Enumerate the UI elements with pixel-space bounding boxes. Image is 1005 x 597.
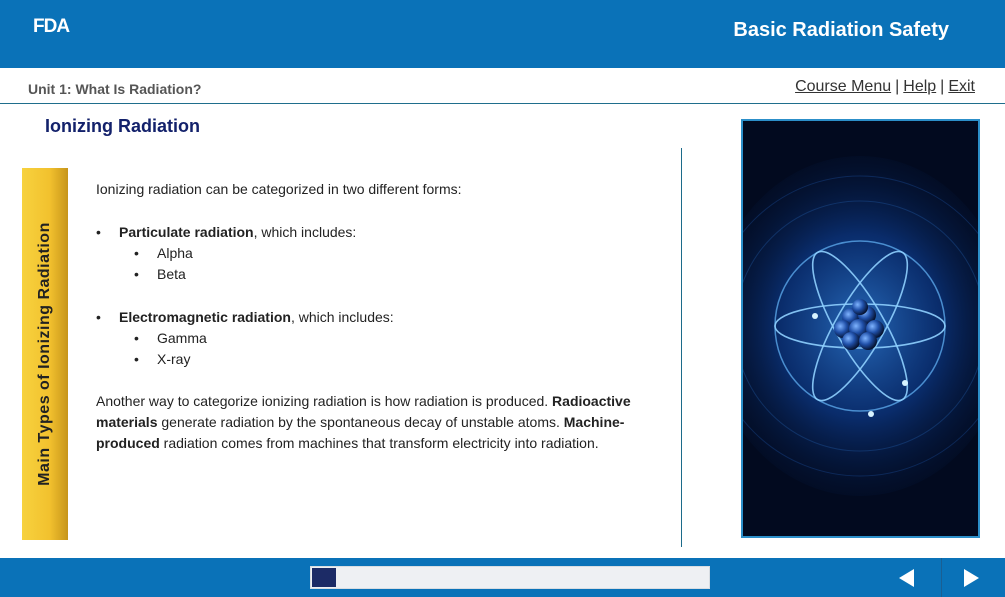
unit-label: Unit 1: What Is Radiation? [28,81,202,97]
closing-term: Machine-produced [96,414,625,451]
category-term: Particulate radiation [119,224,254,240]
closing-term: Radioactive materials [96,393,631,430]
triangle-left-icon [895,566,917,590]
top-nav [795,78,975,96]
progress-fill [312,568,336,587]
next-button[interactable] [942,558,1002,597]
closing-text: Another way to categorize ionizing radiation is how radiation is produced. [96,393,553,409]
category-suffix: , which includes: [290,309,394,325]
category-list [96,307,656,370]
page-heading: Ionizing Radiation [45,116,200,136]
intro-text: Ionizing radiation can be categorized in two different forms: [96,181,462,197]
side-tab-label: Main Types of Ionizing Radiation [36,222,53,486]
nav-separator: | [940,78,945,95]
list-item [96,222,656,243]
unit-bar [0,68,1005,104]
footer-bar [0,558,1005,597]
category-suffix: , which includes: [253,224,357,240]
course-menu-link[interactable]: Course Menu [795,78,892,95]
closing-paragraph [96,391,656,454]
help-link[interactable]: Help [903,78,937,95]
content-body [96,179,656,454]
nav-separator: | [895,78,900,95]
progress-bar [310,566,710,589]
list-item: • Beta [96,264,656,285]
atom-illustration [741,119,980,538]
course-title: Basic Radiation Safety [733,19,949,41]
closing-text: radiation comes from machines that transform electricity into radiation. [159,435,599,451]
closing-text: generate radiation by the spontaneous decay of unstable atoms. [157,414,564,430]
exit-link[interactable]: Exit [948,78,975,95]
atom-icon [743,121,978,536]
content-divider [681,148,682,547]
list-item: • Alpha [96,243,656,264]
category-list [96,222,656,285]
list-item: • X-ray [96,349,656,370]
list-item [96,307,656,328]
header-bar [0,0,1005,68]
category-term: Electromagnetic radiation [119,309,291,325]
fda-logo: FDA [33,16,70,37]
side-tab [22,168,68,540]
previous-button[interactable] [876,558,936,597]
triangle-right-icon [961,566,983,590]
list-item: • Gamma [96,328,656,349]
